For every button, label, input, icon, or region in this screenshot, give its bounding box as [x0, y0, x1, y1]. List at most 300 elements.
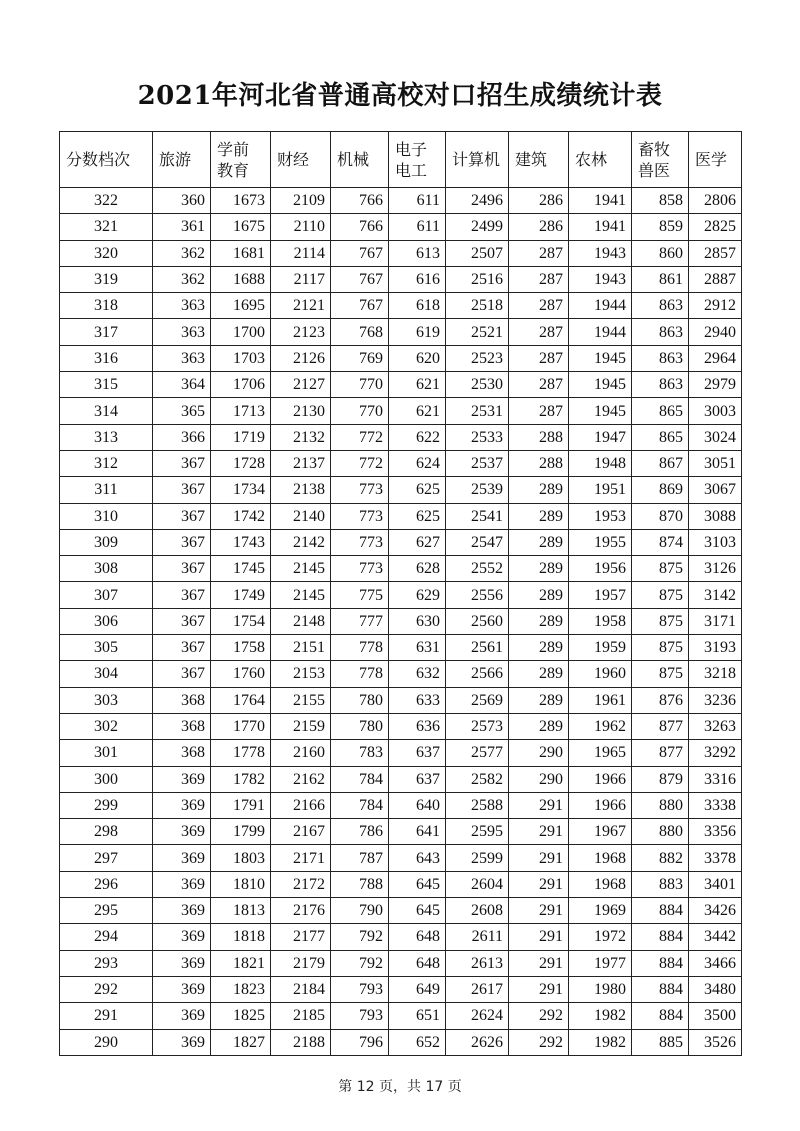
count-cell: 1969	[569, 898, 632, 924]
count-cell: 621	[389, 372, 446, 398]
count-cell: 2595	[446, 819, 509, 845]
count-cell: 2184	[271, 976, 331, 1002]
count-cell: 290	[509, 740, 569, 766]
column-header: 机械	[331, 132, 389, 188]
count-cell: 788	[331, 871, 389, 897]
count-cell: 778	[331, 635, 389, 661]
count-cell: 1962	[569, 713, 632, 739]
count-cell: 2160	[271, 740, 331, 766]
table-row	[60, 214, 742, 240]
count-cell: 2964	[689, 345, 742, 371]
score-level-cell: 312	[60, 450, 153, 476]
count-cell: 369	[153, 924, 211, 950]
count-cell: 287	[509, 398, 569, 424]
count-cell: 292	[509, 1029, 569, 1055]
count-cell: 875	[632, 661, 689, 687]
count-cell: 1681	[211, 240, 271, 266]
count-cell: 2155	[271, 687, 331, 713]
count-cell: 793	[331, 1003, 389, 1029]
count-cell: 368	[153, 713, 211, 739]
table-row	[60, 950, 742, 976]
count-cell: 640	[389, 792, 446, 818]
count-cell: 859	[632, 214, 689, 240]
count-cell: 3316	[689, 766, 742, 792]
count-cell: 3500	[689, 1003, 742, 1029]
count-cell: 625	[389, 503, 446, 529]
count-cell: 287	[509, 266, 569, 292]
count-cell: 2110	[271, 214, 331, 240]
count-cell: 2599	[446, 845, 509, 871]
count-cell: 2185	[271, 1003, 331, 1029]
table-row	[60, 819, 742, 845]
count-cell: 2611	[446, 924, 509, 950]
count-cell: 3263	[689, 713, 742, 739]
count-cell: 2179	[271, 950, 331, 976]
count-cell: 1791	[211, 792, 271, 818]
count-cell: 1957	[569, 582, 632, 608]
count-cell: 863	[632, 319, 689, 345]
count-cell: 2608	[446, 898, 509, 924]
count-cell: 360	[153, 188, 211, 214]
column-header: 建筑	[509, 132, 569, 188]
count-cell: 627	[389, 529, 446, 555]
count-cell: 3171	[689, 608, 742, 634]
count-cell: 1749	[211, 582, 271, 608]
table-row	[60, 372, 742, 398]
count-cell: 2539	[446, 477, 509, 503]
count-cell: 2569	[446, 687, 509, 713]
score-level-cell: 291	[60, 1003, 153, 1029]
count-cell: 2561	[446, 635, 509, 661]
score-level-cell: 315	[60, 372, 153, 398]
count-cell: 1695	[211, 293, 271, 319]
count-cell: 611	[389, 214, 446, 240]
score-level-cell: 294	[60, 924, 153, 950]
count-cell: 1803	[211, 845, 271, 871]
count-cell: 3338	[689, 792, 742, 818]
page-title: 2021年河北省普通高校对口招生成绩统计表	[137, 81, 663, 111]
count-cell: 1968	[569, 845, 632, 871]
table-row	[60, 582, 742, 608]
count-cell: 369	[153, 871, 211, 897]
score-level-cell: 298	[60, 819, 153, 845]
column-header: 分数档次	[60, 132, 153, 188]
count-cell: 2573	[446, 713, 509, 739]
score-level-cell: 314	[60, 398, 153, 424]
count-cell: 2130	[271, 398, 331, 424]
count-cell: 2140	[271, 503, 331, 529]
count-cell: 1782	[211, 766, 271, 792]
count-cell: 369	[153, 1029, 211, 1055]
count-cell: 629	[389, 582, 446, 608]
count-cell: 2109	[271, 188, 331, 214]
count-cell: 286	[509, 214, 569, 240]
count-cell: 877	[632, 713, 689, 739]
count-cell: 628	[389, 556, 446, 582]
count-cell: 645	[389, 871, 446, 897]
count-cell: 2153	[271, 661, 331, 687]
table-row	[60, 792, 742, 818]
table-row	[60, 266, 742, 292]
count-cell: 625	[389, 477, 446, 503]
column-header: 学前 教育	[211, 132, 271, 188]
count-cell: 1947	[569, 424, 632, 450]
count-cell: 2825	[689, 214, 742, 240]
count-cell: 780	[331, 687, 389, 713]
count-cell: 1944	[569, 293, 632, 319]
count-cell: 1818	[211, 924, 271, 950]
score-level-cell: 293	[60, 950, 153, 976]
count-cell: 363	[153, 293, 211, 319]
score-level-cell: 296	[60, 871, 153, 897]
count-cell: 777	[331, 608, 389, 634]
score-level-cell: 316	[60, 345, 153, 371]
count-cell: 3401	[689, 871, 742, 897]
count-cell: 1958	[569, 608, 632, 634]
count-cell: 1980	[569, 976, 632, 1002]
count-cell: 2145	[271, 556, 331, 582]
count-cell: 613	[389, 240, 446, 266]
table-row	[60, 477, 742, 503]
count-cell: 2541	[446, 503, 509, 529]
count-cell: 287	[509, 345, 569, 371]
count-cell: 2979	[689, 372, 742, 398]
count-cell: 1719	[211, 424, 271, 450]
count-cell: 652	[389, 1029, 446, 1055]
count-cell: 3024	[689, 424, 742, 450]
count-cell: 621	[389, 398, 446, 424]
count-cell: 1734	[211, 477, 271, 503]
table-row	[60, 976, 742, 1002]
count-cell: 289	[509, 477, 569, 503]
count-cell: 1968	[569, 871, 632, 897]
count-cell: 783	[331, 740, 389, 766]
count-cell: 611	[389, 188, 446, 214]
count-cell: 288	[509, 424, 569, 450]
count-cell: 291	[509, 819, 569, 845]
count-cell: 875	[632, 635, 689, 661]
count-cell: 884	[632, 950, 689, 976]
count-cell: 792	[331, 950, 389, 976]
count-cell: 618	[389, 293, 446, 319]
count-cell: 289	[509, 582, 569, 608]
count-cell: 1945	[569, 398, 632, 424]
count-cell: 1706	[211, 372, 271, 398]
count-cell: 772	[331, 450, 389, 476]
count-cell: 289	[509, 556, 569, 582]
count-cell: 2626	[446, 1029, 509, 1055]
count-cell: 883	[632, 871, 689, 897]
count-cell: 1972	[569, 924, 632, 950]
count-cell: 648	[389, 950, 446, 976]
score-level-cell: 319	[60, 266, 153, 292]
column-header: 计算机	[446, 132, 509, 188]
count-cell: 367	[153, 582, 211, 608]
count-cell: 648	[389, 924, 446, 950]
count-cell: 1956	[569, 556, 632, 582]
count-cell: 289	[509, 529, 569, 555]
count-cell: 369	[153, 950, 211, 976]
count-cell: 1770	[211, 713, 271, 739]
count-cell: 367	[153, 635, 211, 661]
count-cell: 286	[509, 188, 569, 214]
score-level-cell: 301	[60, 740, 153, 766]
count-cell: 3126	[689, 556, 742, 582]
count-cell: 3193	[689, 635, 742, 661]
score-level-cell: 304	[60, 661, 153, 687]
count-cell: 858	[632, 188, 689, 214]
count-cell: 3480	[689, 976, 742, 1002]
count-cell: 1944	[569, 319, 632, 345]
count-cell: 368	[153, 740, 211, 766]
table-header	[60, 132, 742, 188]
count-cell: 884	[632, 898, 689, 924]
count-cell: 766	[331, 214, 389, 240]
count-cell: 1700	[211, 319, 271, 345]
count-cell: 363	[153, 345, 211, 371]
count-cell: 2552	[446, 556, 509, 582]
count-cell: 2507	[446, 240, 509, 266]
count-cell: 637	[389, 740, 446, 766]
count-cell: 630	[389, 608, 446, 634]
count-cell: 1955	[569, 529, 632, 555]
count-cell: 619	[389, 319, 446, 345]
count-cell: 2176	[271, 898, 331, 924]
column-header: 电子 电工	[389, 132, 446, 188]
table-row	[60, 740, 742, 766]
count-cell: 2121	[271, 293, 331, 319]
count-cell: 367	[153, 450, 211, 476]
count-cell: 772	[331, 424, 389, 450]
table-row	[60, 871, 742, 897]
table-row	[60, 1003, 742, 1029]
count-cell: 2617	[446, 976, 509, 1002]
count-cell: 770	[331, 398, 389, 424]
count-cell: 291	[509, 898, 569, 924]
header-row	[60, 132, 742, 188]
count-cell: 631	[389, 635, 446, 661]
score-level-cell: 292	[60, 976, 153, 1002]
count-cell: 879	[632, 766, 689, 792]
count-cell: 361	[153, 214, 211, 240]
count-cell: 2523	[446, 345, 509, 371]
table-row	[60, 293, 742, 319]
count-cell: 287	[509, 319, 569, 345]
count-cell: 367	[153, 477, 211, 503]
count-cell: 3051	[689, 450, 742, 476]
count-cell: 362	[153, 266, 211, 292]
count-cell: 860	[632, 240, 689, 266]
count-cell: 2887	[689, 266, 742, 292]
score-level-cell: 313	[60, 424, 153, 450]
count-cell: 767	[331, 240, 389, 266]
count-cell: 1966	[569, 792, 632, 818]
count-cell: 2171	[271, 845, 331, 871]
count-cell: 645	[389, 898, 446, 924]
count-cell: 2117	[271, 266, 331, 292]
count-cell: 875	[632, 556, 689, 582]
count-cell: 3466	[689, 950, 742, 976]
count-cell: 291	[509, 976, 569, 1002]
count-cell: 2577	[446, 740, 509, 766]
count-cell: 289	[509, 503, 569, 529]
score-level-cell: 306	[60, 608, 153, 634]
count-cell: 773	[331, 556, 389, 582]
count-cell: 793	[331, 976, 389, 1002]
count-cell: 1758	[211, 635, 271, 661]
count-cell: 2188	[271, 1029, 331, 1055]
count-cell: 291	[509, 792, 569, 818]
count-cell: 2547	[446, 529, 509, 555]
count-cell: 291	[509, 845, 569, 871]
count-cell: 289	[509, 713, 569, 739]
count-cell: 1953	[569, 503, 632, 529]
column-header: 农林	[569, 132, 632, 188]
score-level-cell: 318	[60, 293, 153, 319]
count-cell: 786	[331, 819, 389, 845]
table-row	[60, 345, 742, 371]
count-cell: 770	[331, 372, 389, 398]
count-cell: 790	[331, 898, 389, 924]
count-cell: 633	[389, 687, 446, 713]
count-cell: 643	[389, 845, 446, 871]
score-level-cell: 299	[60, 792, 153, 818]
count-cell: 2172	[271, 871, 331, 897]
count-cell: 2857	[689, 240, 742, 266]
count-cell: 620	[389, 345, 446, 371]
count-cell: 369	[153, 792, 211, 818]
count-cell: 2530	[446, 372, 509, 398]
count-cell: 1966	[569, 766, 632, 792]
table-row	[60, 450, 742, 476]
count-cell: 2499	[446, 214, 509, 240]
count-cell: 2566	[446, 661, 509, 687]
count-cell: 2531	[446, 398, 509, 424]
score-level-cell: 297	[60, 845, 153, 871]
count-cell: 780	[331, 713, 389, 739]
count-cell: 875	[632, 582, 689, 608]
count-cell: 3378	[689, 845, 742, 871]
table-row	[60, 188, 742, 214]
count-cell: 369	[153, 898, 211, 924]
count-cell: 2148	[271, 608, 331, 634]
table-row	[60, 1029, 742, 1055]
count-cell: 2137	[271, 450, 331, 476]
table-row	[60, 924, 742, 950]
count-cell: 1821	[211, 950, 271, 976]
count-cell: 1965	[569, 740, 632, 766]
table-row	[60, 845, 742, 871]
count-cell: 369	[153, 845, 211, 871]
count-cell: 1941	[569, 188, 632, 214]
count-cell: 2123	[271, 319, 331, 345]
column-header: 医学	[689, 132, 742, 188]
count-cell: 2177	[271, 924, 331, 950]
count-cell: 2145	[271, 582, 331, 608]
count-cell: 1713	[211, 398, 271, 424]
table-body	[60, 188, 742, 1056]
table-row	[60, 503, 742, 529]
count-cell: 2132	[271, 424, 331, 450]
count-cell: 632	[389, 661, 446, 687]
count-cell: 2582	[446, 766, 509, 792]
count-cell: 288	[509, 450, 569, 476]
count-cell: 649	[389, 976, 446, 1002]
count-cell: 767	[331, 266, 389, 292]
count-cell: 289	[509, 661, 569, 687]
count-cell: 616	[389, 266, 446, 292]
count-cell: 290	[509, 766, 569, 792]
count-cell: 287	[509, 293, 569, 319]
count-cell: 2940	[689, 319, 742, 345]
count-cell: 867	[632, 450, 689, 476]
count-cell: 884	[632, 924, 689, 950]
table-row	[60, 898, 742, 924]
table-row	[60, 319, 742, 345]
table-row	[60, 240, 742, 266]
count-cell: 3426	[689, 898, 742, 924]
count-cell: 2127	[271, 372, 331, 398]
count-cell: 874	[632, 529, 689, 555]
count-cell: 1703	[211, 345, 271, 371]
count-cell: 1941	[569, 214, 632, 240]
count-cell: 1943	[569, 240, 632, 266]
count-cell: 1742	[211, 503, 271, 529]
count-cell: 1943	[569, 266, 632, 292]
count-cell: 367	[153, 556, 211, 582]
count-cell: 365	[153, 398, 211, 424]
count-cell: 368	[153, 687, 211, 713]
count-cell: 1799	[211, 819, 271, 845]
count-cell: 1688	[211, 266, 271, 292]
count-cell: 1728	[211, 450, 271, 476]
count-cell: 877	[632, 740, 689, 766]
count-cell: 291	[509, 871, 569, 897]
score-level-cell: 311	[60, 477, 153, 503]
column-header: 旅游	[153, 132, 211, 188]
count-cell: 1813	[211, 898, 271, 924]
count-cell: 2806	[689, 188, 742, 214]
count-cell: 367	[153, 608, 211, 634]
count-cell: 3442	[689, 924, 742, 950]
count-cell: 769	[331, 345, 389, 371]
count-cell: 3142	[689, 582, 742, 608]
count-cell: 2521	[446, 319, 509, 345]
count-cell: 289	[509, 687, 569, 713]
count-cell: 289	[509, 635, 569, 661]
count-cell: 637	[389, 766, 446, 792]
count-cell: 363	[153, 319, 211, 345]
count-cell: 2560	[446, 608, 509, 634]
count-cell: 865	[632, 424, 689, 450]
count-cell: 773	[331, 529, 389, 555]
score-level-cell: 322	[60, 188, 153, 214]
count-cell: 1810	[211, 871, 271, 897]
count-cell: 767	[331, 293, 389, 319]
count-cell: 773	[331, 503, 389, 529]
table-row	[60, 608, 742, 634]
count-cell: 1754	[211, 608, 271, 634]
count-cell: 766	[331, 188, 389, 214]
count-cell: 2912	[689, 293, 742, 319]
score-level-cell: 317	[60, 319, 153, 345]
count-cell: 287	[509, 372, 569, 398]
count-cell: 366	[153, 424, 211, 450]
count-cell: 796	[331, 1029, 389, 1055]
score-level-cell: 302	[60, 713, 153, 739]
count-cell: 2159	[271, 713, 331, 739]
table-row	[60, 766, 742, 792]
